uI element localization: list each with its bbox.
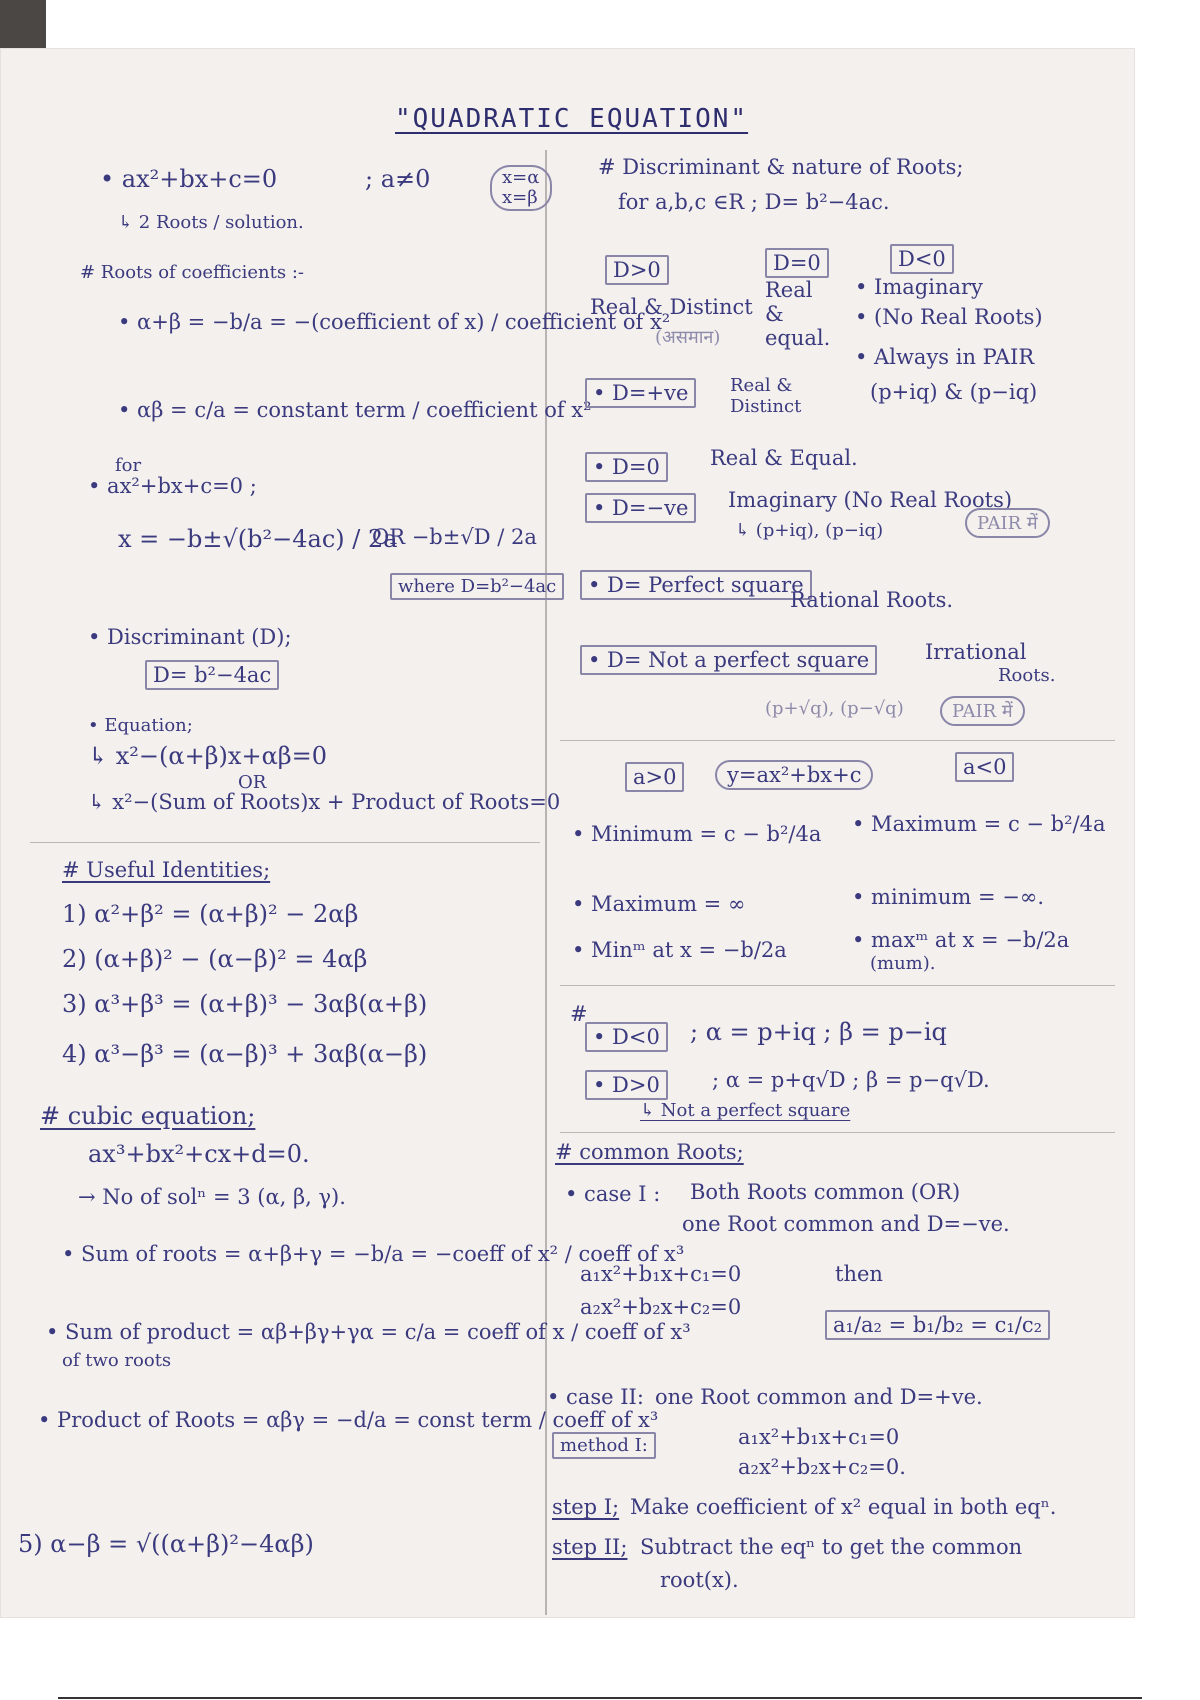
d-negative-row: • D=−ve xyxy=(585,493,696,523)
maximum-at-note: (mum). xyxy=(870,953,936,974)
case-2-label: • case II: xyxy=(547,1385,644,1409)
identity-3: 3) α³+β³ = (α+β)³ − 3αβ(α+β) xyxy=(62,990,428,1018)
a-negative-box: a<0 xyxy=(955,752,1014,782)
minimum-infinity: • minimum = −∞. xyxy=(852,885,1044,909)
identity-4: 4) α³−β³ = (α−β)³ + 3αβ(α−β) xyxy=(62,1040,428,1068)
method-equation-2: a₂x²+b₂x+c₂=0. xyxy=(738,1455,906,1479)
d-negative-pair-note: PAIR में xyxy=(965,508,1050,538)
d-perfect-square: • D= Perfect square xyxy=(580,570,812,600)
two-roots-note: ↳ 2 Roots / solution. xyxy=(118,212,304,233)
where-discriminant: where D=b²−4ac xyxy=(390,573,564,600)
d-zero-box: D=0 xyxy=(765,248,829,278)
real-distinct-note: (असमान) xyxy=(655,327,721,348)
bottom-rule xyxy=(58,1697,1142,1699)
maximum-value: • Maximum = c − b²/4a xyxy=(852,812,1106,836)
maximum-infinity: • Maximum = ∞ xyxy=(572,892,746,916)
section-divider xyxy=(30,842,540,843)
irrational-roots-label: Roots. xyxy=(998,665,1056,686)
step-2-text: Subtract the eqⁿ to get the common xyxy=(640,1535,1023,1559)
case-1-text-2: one Root common and D=−ve. xyxy=(682,1212,1010,1236)
section-divider xyxy=(560,740,1115,741)
common-roots-heading: # common Roots; xyxy=(555,1140,744,1164)
d-negative-pair: ↳ (p+iq), (p−iq) xyxy=(735,520,884,541)
d-not-perfect-square: • D= Not a perfect square xyxy=(580,645,877,675)
a-positive-box: a>0 xyxy=(625,762,684,792)
d-positive-box: D>0 xyxy=(605,255,669,285)
coefficient-ratio: a₁/a₂ = b₁/b₂ = c₁/c₂ xyxy=(825,1310,1050,1340)
step-2-label: step II; xyxy=(552,1535,628,1559)
step-2-text-cont: root(x). xyxy=(660,1568,739,1592)
quadratic-equation: • ax²+bx+c=0 xyxy=(100,165,278,193)
case-2-text: one Root common and D=+ve. xyxy=(655,1385,983,1409)
step-1-label: step I; xyxy=(552,1495,620,1519)
imaginary-2: • (No Real Roots) xyxy=(855,305,1043,329)
irrational-label: Irrational xyxy=(925,640,1027,664)
equation-or: OR xyxy=(238,772,267,793)
quadratic-formula: x = −b±√(b²−4ac) / 2a xyxy=(118,525,398,553)
roots-coefficients-heading: # Roots of coefficients :- xyxy=(80,262,304,283)
equation-line-2: ↳ x²−(Sum of Roots)x + Product of Roots=0 xyxy=(88,790,561,814)
section-divider xyxy=(560,1132,1115,1133)
a-not-zero: ; a≠0 xyxy=(365,165,431,193)
rational-roots: Rational Roots. xyxy=(790,588,954,612)
irrational-pair: (p+√q), (p−√q) xyxy=(765,698,904,719)
page-title: "QUADRATIC EQUATION" xyxy=(395,104,749,134)
system-equation-1: a₁x²+b₁x+c₁=0 xyxy=(580,1262,742,1286)
complex-roots: ; α = p+iq ; β = p−iq xyxy=(690,1018,947,1046)
quadratic-formula-or: OR −b±√D / 2a xyxy=(372,525,537,549)
d-zero-text: Real & Equal. xyxy=(710,446,858,470)
cubic-equation: ax³+bx²+cx+d=0. xyxy=(88,1140,310,1168)
case-1-text-1: Both Roots common (OR) xyxy=(690,1180,961,1204)
d-zero-row: • D=0 xyxy=(585,452,668,482)
imaginary-4: (p+iq) & (p−iq) xyxy=(870,380,1038,404)
d-positive-text: Real & Distinct xyxy=(730,375,802,417)
d-less-than-zero: • D<0 xyxy=(585,1022,668,1052)
minimum-value: • Minimum = c − b²/4a xyxy=(572,822,822,846)
hash-mark: # xyxy=(570,1002,588,1026)
system-equation-2: a₂x²+b₂x+c₂=0 xyxy=(580,1295,742,1319)
case-1-label: • case I : xyxy=(565,1182,661,1206)
maximum-at: • maxᵐ at x = −b/2a xyxy=(852,928,1070,952)
for-abc-real: for a,b,c ∈R ; D= b²−4ac. xyxy=(618,190,890,214)
cubic-sum-of-roots: • Sum of roots = α+β+γ = −b/a = −coeff of x² / coeff of x³ xyxy=(62,1242,685,1266)
imaginary-1: • Imaginary xyxy=(855,275,983,299)
cubic-solutions: → No of solⁿ = 3 (α, β, γ). xyxy=(78,1185,346,1209)
imaginary-3: • Always in PAIR xyxy=(855,345,1035,369)
irrational-pair-note: PAIR में xyxy=(940,696,1025,726)
discriminant-heading: • Discriminant (D); xyxy=(88,625,292,649)
then-label: then xyxy=(835,1262,883,1286)
product-of-roots: • αβ = c/a = constant term / coefficient of x² xyxy=(118,398,592,422)
cubic-product-of-roots: • Product of Roots = αβγ = −d/a = const term / coeff of x³ xyxy=(38,1408,659,1432)
cubic-sum-of-products: • Sum of product = αβ+βγ+γα = c/a = coeff of x / coeff of x³ xyxy=(46,1320,691,1344)
for-equation: • ax²+bx+c=0 ; xyxy=(88,474,257,498)
parabola-equation: y=ax²+bx+c xyxy=(715,760,873,790)
identity-5: 5) α−β = √((α+β)²−4αβ) xyxy=(18,1530,314,1558)
dark-corner xyxy=(0,0,46,48)
identity-2: 2) (α+β)² − (α−β)² = 4αβ xyxy=(62,945,368,973)
irrational-roots-form: ; α = p+q√D ; β = p−q√D. xyxy=(712,1068,990,1092)
sum-of-roots: • α+β = −b/a = −(coefficient of x) / coefficient of x² xyxy=(118,310,671,334)
not-perfect-square-note: ↳ Not a perfect square xyxy=(640,1100,851,1121)
minimum-at: • Minᵐ at x = −b/2a xyxy=(572,938,787,962)
roots-alpha-beta: x=α x=β xyxy=(490,165,552,211)
method-1-label: method I: xyxy=(552,1432,656,1459)
real-distinct-label: Real & Distinct xyxy=(590,295,753,319)
for-label: for xyxy=(115,455,142,476)
d-greater-than-zero: • D>0 xyxy=(585,1070,668,1100)
discriminant-value: D= b²−4ac xyxy=(145,660,279,690)
useful-identities-heading: # Useful Identities; xyxy=(62,858,271,882)
nature-of-roots-heading: # Discriminant & nature of Roots; xyxy=(598,155,964,179)
identity-1: 1) α²+β² = (α+β)² − 2αβ xyxy=(62,900,359,928)
real-equal-label: Real & equal. xyxy=(765,278,831,350)
d-negative-box: D<0 xyxy=(890,244,954,274)
d-positive-row: • D=+ve xyxy=(585,378,696,408)
cubic-two-roots-note: of two roots xyxy=(62,1350,172,1371)
d-negative-text: Imaginary (No Real Roots) xyxy=(728,488,1013,512)
step-1-text: Make coefficient of x² equal in both eqⁿ. xyxy=(630,1495,1057,1519)
equation-heading: • Equation; xyxy=(88,715,193,736)
section-divider xyxy=(560,985,1115,986)
method-equation-1: a₁x²+b₁x+c₁=0 xyxy=(738,1425,900,1449)
cubic-equation-heading: # cubic equation; xyxy=(40,1102,256,1130)
equation-line-1: ↳ x²−(α+β)x+αβ=0 xyxy=(88,742,328,770)
